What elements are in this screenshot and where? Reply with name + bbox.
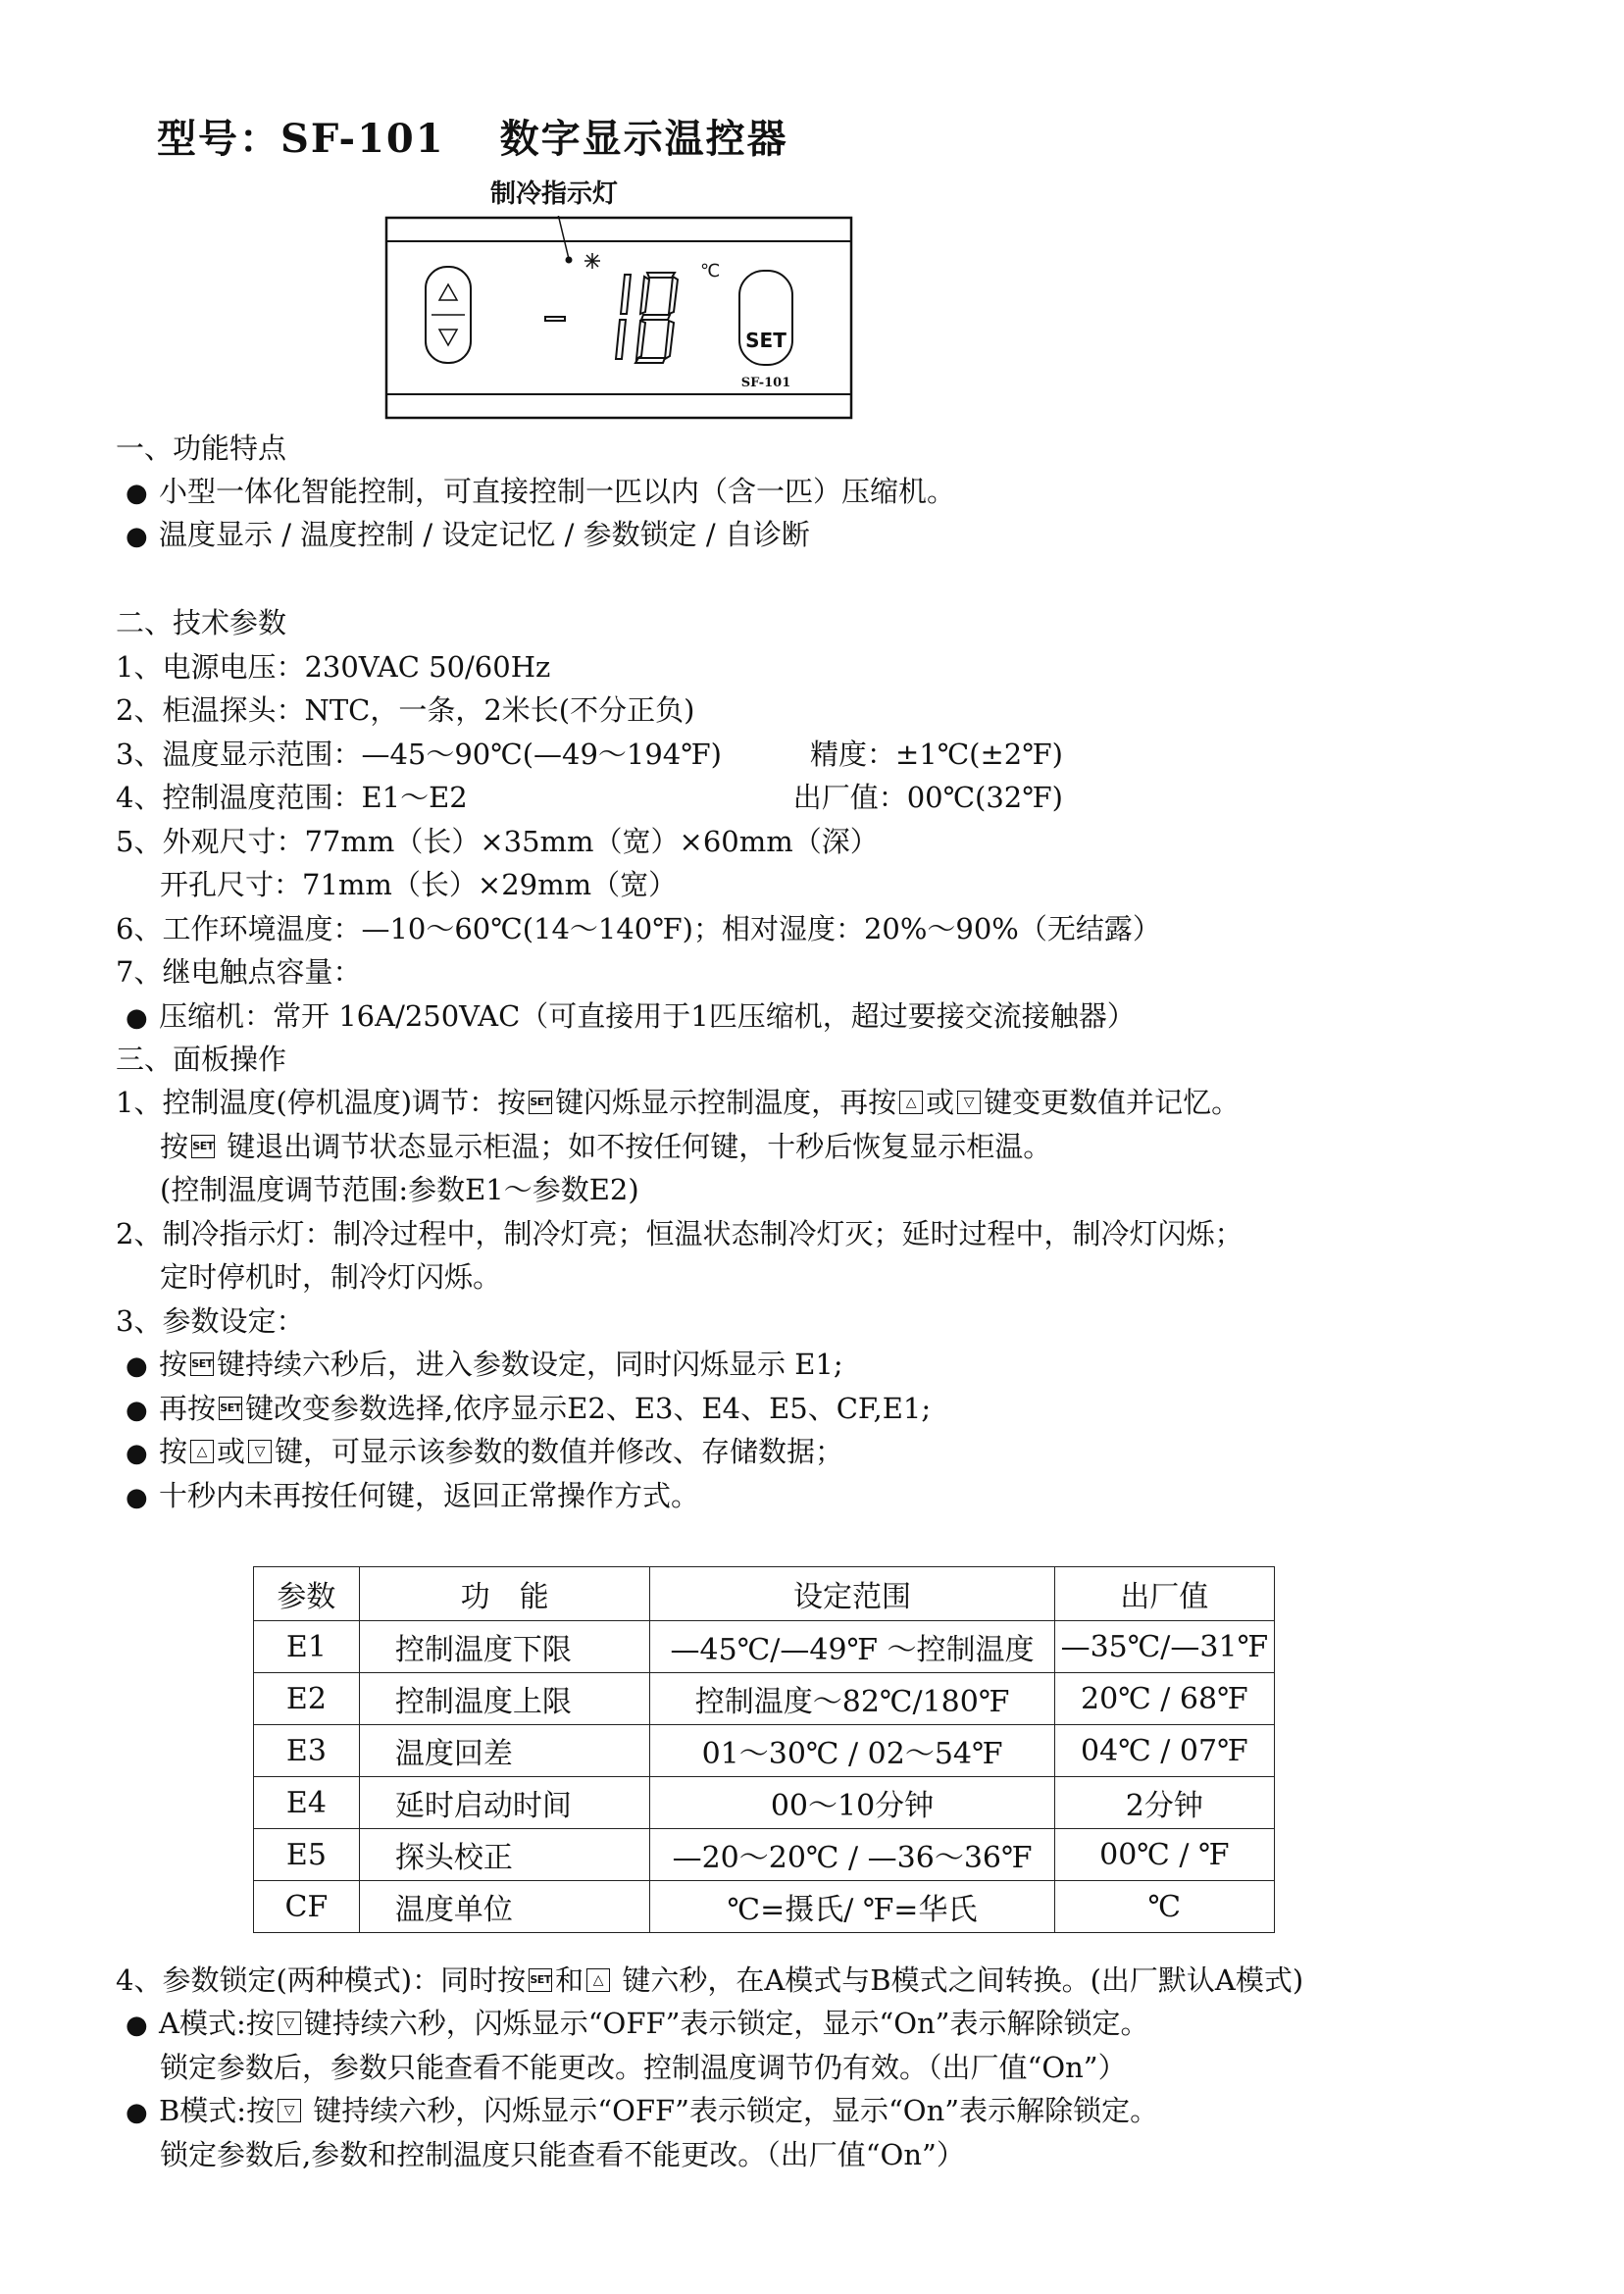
panel-caption: 制冷指示灯	[490, 179, 619, 209]
indicator-dot	[566, 257, 573, 264]
panel-model-label: SF-101	[740, 376, 791, 390]
spec-display-range: 3、温度显示范围：—45～90℃(—49～194℉) 精度：±1℃(±2℉)	[116, 738, 1063, 771]
bullet-icon: ●	[126, 1439, 148, 1468]
op-param-heading: 3、参数设定：	[116, 1304, 305, 1338]
bullet-icon: ●	[126, 1396, 148, 1425]
bullet-icon: ●	[126, 479, 148, 508]
lock-mode-a-note: 锁定参数后，参数只能查看不能更改。控制温度调节仍有效。（出厂值“On”）	[160, 2051, 1127, 2084]
snowflake-icon	[584, 253, 600, 269]
op-indicator-1: 2、制冷指示灯：制冷过程中，制冷灯亮；恒温状态制冷灯灭；延时过程中，制冷灯闪烁；	[116, 1217, 1243, 1250]
set-key-icon: SET	[529, 1091, 552, 1114]
seven-segment-display	[545, 273, 678, 363]
spec-control-range: 4、控制温度范围：E1～E2 出厂值：00℃(32℉)	[116, 781, 1063, 814]
table-row: E4 延时启动时间 00～10分钟 2分钟	[254, 1777, 1275, 1829]
op-param-bullet-3: ● 按 △ 或 ▽ 键，可显示该参数的数值并修改、存储数据；	[126, 1432, 843, 1473]
up-key-icon: △	[586, 1968, 610, 1992]
spec-compressor: ● 压缩机：常开 16A/250VAC（可直接用于1匹压缩机，超过要接交流接触器）	[126, 996, 1136, 1038]
spec-probe: 2、柜温探头：NTC，一条，2米长(不分正负)	[116, 693, 695, 727]
spec-relay: 7、继电触点容量：	[116, 955, 362, 989]
op-exit-adjust: 按 SET 键退出调节状态显示柜温；如不按任何键，十秒后恢复显示柜温。	[160, 1130, 1052, 1163]
table-header: 功 能	[359, 1567, 650, 1621]
lock-mode-b-note: 锁定参数后,参数和控制温度只能查看不能更改。（出厂值“On”）	[160, 2138, 965, 2171]
section2-heading: 二、技术参数	[116, 606, 287, 639]
bullet-icon: ●	[126, 1351, 148, 1381]
set-key-icon: SET	[219, 1397, 242, 1420]
table-header-row	[254, 1567, 1275, 1621]
table-header: 出厂值	[1054, 1567, 1274, 1621]
section1-heading: 一、功能特点	[116, 432, 287, 465]
bullet-icon: ●	[126, 1483, 148, 1512]
page-title	[157, 108, 788, 164]
bullet-icon: ●	[126, 522, 148, 551]
table-row: E1 控制温度下限 —45℃/—49℉ ～控制温度 —35℃/—31℉	[254, 1621, 1275, 1673]
op-adjust-range: (控制温度调节范围:参数E1～参数E2)	[160, 1173, 639, 1206]
table-row: CF 温度单位 ℃=摄氏/ ℉=华氏 ℃	[254, 1881, 1275, 1933]
table-row: E2 控制温度上限 控制温度～82℃/180℉ 20℃ / 68℉	[254, 1673, 1275, 1725]
section3-heading: 三、面板操作	[116, 1043, 287, 1076]
spec-environment: 6、工作环境温度：—10～60℃(14～140℉)；相对湿度：20%～90%（无结露）	[116, 912, 1161, 945]
lock-heading: 4、参数锁定(两种模式)：同时按 SET 和 △ 键六秒，在A模式与B模式之间转换。(出厂默认A模式)	[116, 1963, 1304, 1997]
up-key-icon: △	[899, 1091, 923, 1114]
spec-dimensions: 5、外观尺寸：77mm（长）×35mm（宽）×60mm（深）	[116, 825, 879, 858]
spec-power: 1、电源电压：230VAC 50/60Hz	[116, 650, 551, 684]
spec-precision: 精度：±1℃(±2℉)	[809, 738, 1063, 771]
indicator-pointer	[556, 216, 569, 259]
bullet-icon: ●	[126, 1003, 148, 1033]
down-key-icon: ▽	[957, 1091, 981, 1114]
parameter-table	[253, 1566, 1275, 1933]
feature-bullet-2: ● 温度显示 / 温度控制 / 设定记忆 / 参数锁定 / 自诊断	[126, 515, 810, 556]
op-param-bullet-2: ● 再按 SET 键改变参数选择,依序显示E2、E3、E4、E5、CF,E1;	[126, 1389, 931, 1430]
table-row: E5 探头校正 —20～20℃ / —36～36℉ 00℃ / ℉	[254, 1829, 1275, 1881]
product-name: 数字显示温控器	[499, 116, 788, 162]
op-param-bullet-1: ● 按 SET 键持续六秒后，进入参数设定，同时闪烁显示 E1;	[126, 1345, 843, 1386]
set-key-icon: SET	[190, 1352, 214, 1376]
set-key-icon: SET	[191, 1135, 215, 1158]
up-key-icon: △	[190, 1440, 214, 1463]
unit-label: ℃	[700, 261, 721, 281]
spec-cutout: 开孔尺寸：71mm（长）×29mm（宽）	[160, 868, 678, 901]
table-header: 设定范围	[650, 1567, 1054, 1621]
device-panel	[384, 216, 853, 420]
table-header: 参数	[254, 1567, 360, 1621]
down-key-icon: ▽	[278, 2099, 301, 2122]
triangle-down-icon	[439, 330, 457, 345]
down-key-icon: ▽	[278, 2012, 301, 2035]
lock-mode-b: ● B模式:按 ▽ 键持续六秒，闪烁显示“OFF”表示锁定，显示“On”表示解除锁定。	[126, 2091, 1158, 2132]
set-button-label: SET	[745, 329, 787, 352]
triangle-up-icon	[439, 284, 457, 300]
op-control-temp: 1、控制温度(停机温度)调节：按 SET 键闪烁显示控制温度，再按 △ 或 ▽ 键变更数值并记忆。	[116, 1086, 1241, 1119]
set-key-icon: SET	[529, 1968, 552, 1992]
bullet-icon: ●	[126, 2098, 148, 2127]
lock-mode-a: ● A模式:按 ▽ 键持续六秒，闪烁显示“OFF”表示锁定，显示“On”表示解除锁定。	[126, 2004, 1149, 2045]
model-label: 型号：SF-101	[157, 116, 445, 162]
op-param-bullet-4: ● 十秒内未再按任何键，返回正常操作方式。	[126, 1476, 699, 1517]
feature-bullet-1: ● 小型一体化智能控制，可直接控制一匹以内（含一匹）压缩机。	[126, 472, 955, 513]
table-row: E3 温度回差 01～30℃ / 02～54℉ 04℃ / 07℉	[254, 1725, 1275, 1777]
down-key-icon: ▽	[248, 1440, 272, 1463]
spec-factory-value: 出厂值：00℃(32℉)	[792, 781, 1063, 814]
bullet-icon: ●	[126, 2011, 148, 2040]
op-indicator-2: 定时停机时，制冷灯闪烁。	[160, 1260, 502, 1294]
